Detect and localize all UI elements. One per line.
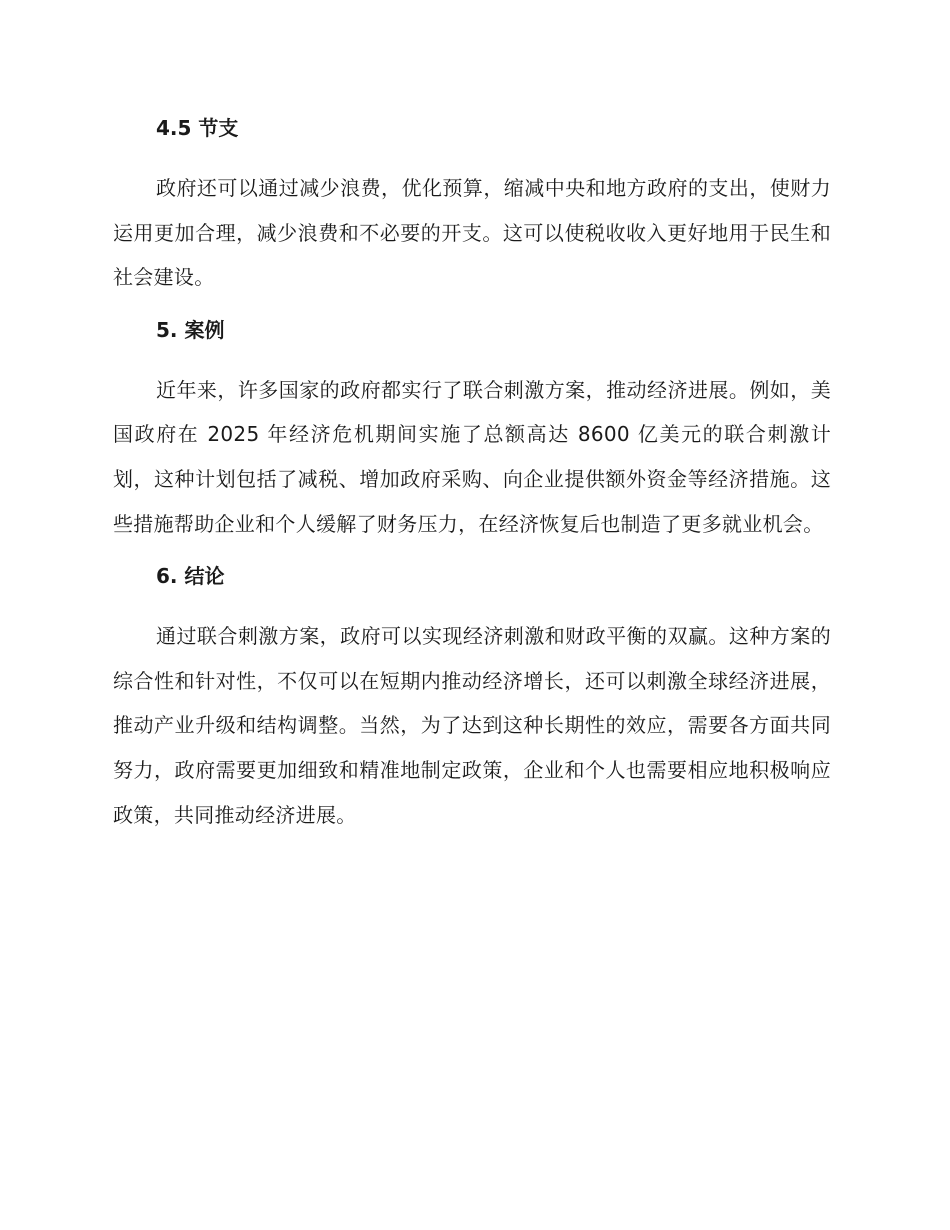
section-paragraph-6: 通过联合刺激方案，政府可以实现经济刺激和财政平衡的双赢。这种方案的综合性和针对性，不仅可以在短期内推动经济增长，还可以刺激全球经济进展，推动产业升级和结构调整。当然，为了达到这种长期性的效应，需要各方面共同努力，政府需要更加细致和精准地制定政策，企业和个人也需要相应地积极响应政策，共同推动经济进展。 (113, 624, 831, 827)
section-heading-5: 5. 案例 (156, 317, 225, 342)
section-heading-6: 6. 结论 (156, 564, 225, 589)
section-paragraph-5: 近年来，许多国家的政府都实行了联合刺激方案，推动经济进展。例如，美国政府在 2025 年经济危机期间实施了总额高达 8600 亿美元的联合刺激计划，这种计划包括了减税、增加政府采购、向企业提供额外资金等经济措施。这些措施帮助企业和个人缓解了财务压力，在经济恢复后也制造了更多就业机会。 (113, 377, 831, 536)
section-heading-4-5: 4.5 节支 (156, 116, 239, 140)
document-page (113, 110, 831, 837)
section-paragraph-4-5: 政府还可以通过减少浪费，优化预算，缩减中央和地方政府的支出，使财力运用更加合理，减少浪费和不必要的开支。这可以使税收收入更好地用于民生和社会建设。 (113, 176, 831, 290)
